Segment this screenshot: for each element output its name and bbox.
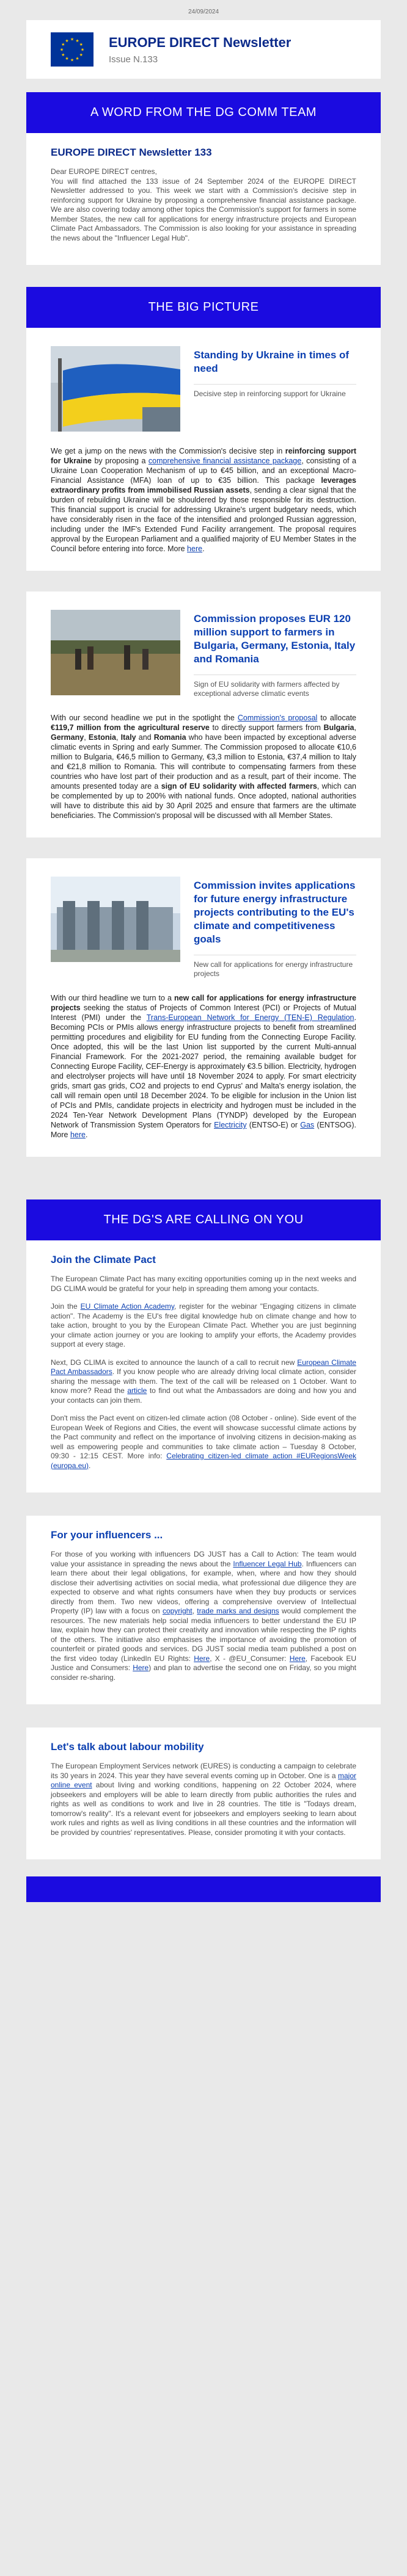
banner-big-picture: THE BIG PICTURE	[26, 287, 381, 328]
energy-infrastructure-image	[51, 877, 180, 962]
star-icon: ★	[70, 57, 75, 63]
ukraine-flag-image	[51, 346, 180, 432]
entso-e-link[interactable]: Electricity	[214, 1121, 247, 1129]
more-here-link[interactable]: here	[187, 545, 203, 553]
intro-body: You will find attached the 133 issue of 24 September 2024 of the EUROPE DIRECT Newsletter addressed to you. This week we start with a Commission's decisive step in reinforcing support for Ukraine by proposing a comprehensive financial assistance package. We are also covering today among other topics the Commission's support for farmers in some Member States, the new call for applications for energy infrastructure projects and European Climate Pact Ambassadors. The Commission is also looking for your assistance in spreading the news about the "Influencer Legal Hub".	[51, 176, 356, 242]
banner-dgs-calling: THE DG'S ARE CALLING ON YOU	[26, 1199, 381, 1240]
section-title: Join the Climate Pact	[51, 1254, 156, 1265]
more-here-link[interactable]: here	[70, 1131, 86, 1139]
x-here-link[interactable]: Here	[289, 1654, 306, 1663]
article-energy	[26, 858, 381, 1157]
article-farmers	[26, 592, 381, 838]
star-icon: ★	[59, 47, 64, 52]
star-icon: ★	[65, 38, 69, 43]
newsletter-title: EUROPE DIRECT Newsletter	[109, 34, 292, 50]
section-title: For your influencers ...	[51, 1529, 163, 1541]
issue-number: Issue N.133	[109, 54, 158, 65]
article-body: With our third headline we turn to a new call for applications for energy infrastructure projects seeking the status of Projects of Common Interest (PCI) or Projects of Mutual Interest (PMI) under the Trans-European Network for Energy (TEN-E) Regulation. Becoming PCIs or PMIs allows energy infrastructure projects to benefit from streamlined permitting procedures and eligibility for EU funding from the Connecting Europe Facility. Once adopted, this will be the last Union list supported by the current Multi-annual Financial Framework. For the 2021-2027 period, the remaining available budget for Connecting Europe Facility, CEF-Energy is approximately €3.5 billion. Electricity, hydrogen and electrolyser projects will have until 18 November 2024 to apply. For smart electricity grids, smart gas grids, CO2 and projects to end Cyprus' and Malta's energy isolation, the call will remain open until 18 December 2024. To be eligible for inclusion in the Union list of PCIs and PMIs, candidate projects in electricity and hydrogen must be included in the 2024 Ten-Year Network Development Plans (TYNDP) developed by the European Network of Transmission System Operators for Electricity (ENTSO-E) or Gas (ENTSOG). More here.	[51, 994, 357, 1139]
issue-date: 24/09/2024	[188, 9, 219, 15]
header-text	[109, 35, 291, 65]
trade-marks-link[interactable]: trade marks and designs	[197, 1607, 279, 1615]
farmers-field-image	[51, 610, 180, 695]
labour-mobility-section	[26, 1728, 381, 1859]
article-body: We get a jump on the news with the Commission's decisive step in reinforcing support for Ukraine by proposing a comprehensive financial assistance package, consisting of a Ukraine Loan Cooperation Mechanism of up to €45 billion, and an exceptional Macro-Financial Assistance (MFA) loan of up to €35 billion. This package leverages extraordinary profits from immobilised Russian assets, sending a clear signal that the burden of rebuilding Ukraine will be shouldered by those responsible for its destruction. This financial support is crucial for addressing Ukraine's urgent budgetary needs, which have considerably risen in the face of the intensified and prolonged Russian aggression, including under the IMF's Extended Fund Facility arrangement. The proposal requires approval by the European Parliament and a qualified majority of EU Member States in the Council before entering into force. More here.	[51, 447, 357, 553]
section-paragraph: Next, DG CLIMA is excited to announce the launch of a call to recruit new European Climate Pact Ambassadors. If you know people who are already driving local climate action, consider sharing the message with them. The text of the call will be released on 1 October. Want to know more? Read the article to find out what the Ambassadors are doing and how you and your contacts can join them.	[51, 1358, 356, 1405]
section-paragraph: Don't miss the Pact event on citizen-led climate action (08 October - online). Side event of the European Week of Regions and Cities, the event will showcase successful climate actions by the Pact community and reflect on the importance of involving citizens in decision-making as well as empowering people and communities to take climate action – Tuesday 8 October, 09:30 - 12:15 CEST. More info: Celebrating citizen-led climate action #EURegionsWeek (europa.eu).	[51, 1414, 356, 1470]
star-icon: ★	[75, 38, 79, 43]
star-icon: ★	[79, 52, 83, 57]
intro-title: EUROPE DIRECT Newsletter 133	[51, 147, 212, 158]
article-subtitle: New call for applications for energy infrastructure projects	[194, 955, 356, 979]
intro-greeting: Dear EUROPE DIRECT centres,	[51, 167, 157, 176]
article-header	[51, 877, 356, 979]
influencer-legal-hub-link[interactable]: Influencer Legal Hub	[233, 1559, 302, 1568]
influencers-section	[26, 1516, 381, 1704]
star-icon: ★	[65, 56, 69, 62]
article-link[interactable]: article	[127, 1386, 147, 1395]
footer-banner	[26, 1876, 381, 1902]
article-header	[51, 346, 356, 432]
article-subtitle: Decisive step in reinforcing support for Ukraine	[194, 384, 356, 399]
section-paragraph: The European Employment Services network (EURES) is conducting a campaign to celebrate its 30 years in 2024. This year they have several events coming up in October. One is a major online event about living and working conditions, happening on 22 October 2024, where jobseekers and employers will be able to learn directly from public authorities the rules and rights as well as conditions to work and live in 28 countries. The title is "Todays dream, tomorrow's reality". It's a relevant event for jobseekers and employers seeking to learn about work rules and rights as well as living conditions in all these countries and the information will be provided by countries' representatives. Please, consider promoting it with your contacts.	[51, 1762, 356, 1837]
facebook-here-link[interactable]: Here	[133, 1663, 149, 1672]
article-header	[51, 610, 356, 698]
star-icon: ★	[80, 47, 85, 52]
eu-flag-logo	[51, 32, 94, 67]
pact-ambassadors-link[interactable]: European Climate Pact Ambassadors	[51, 1358, 356, 1376]
section-title: Let's talk about labour mobility	[51, 1741, 204, 1753]
copyright-link[interactable]: copyright	[162, 1607, 193, 1615]
commission-proposal-link[interactable]: Commission's proposal	[237, 714, 318, 722]
star-icon: ★	[79, 42, 83, 47]
online-event-link[interactable]: major online event	[51, 1771, 356, 1789]
section-paragraph: Join the EU Climate Action Academy, register for the webinar "Engaging citizens in climate action". The Academy is the EU's free digital knowledge hub on climate change and how to take action, brought to you by the European Climate Pact. Whether you are just beginning your climate action journey or you are looking to amplify your efforts, the Academy provides support at every stage.	[51, 1302, 356, 1348]
intro-section	[26, 133, 381, 265]
section-paragraph: For those of you working with influencers DG JUST has a Call to Action: The team would value your assistance in spreading the news about the Influencer Legal Hub. Influencers can learn there about their legal obligations, for example, when, where and how they should disclose their advertising activities on social media, what professional due diligence they are expected to observe and what rights consumers have when they buy products or services directly from them. Two new videos, offering a comprehensive overview of Intellectual Property (IP) law with a focus on copyright, trade marks and designs would complement the resources. The new materials help social media influencers to better understand the EU IP law, explain how they can protect their creativity and innovation while respecting the IP rights of the others. The initiative also emphasises the importance of avoiding the promotion of counterfeit or pirated goods and services. DG JUST social media team published a post on the first video today (LinkedIn EU Rights: Here, X - @EU_Consumer: Here, Facebook EU Justice and Consumers: Here) and plan to advertise the second one on Friday, so you might consider re-sharing.	[51, 1550, 357, 1682]
article-ukraine	[26, 328, 381, 571]
ten-e-regulation-link[interactable]: Trans-European Network for Energy (TEN-E) Regulation	[146, 1013, 354, 1022]
eu-stars-icon	[54, 34, 90, 65]
star-icon: ★	[75, 56, 79, 62]
article-heading	[194, 346, 356, 432]
star-icon: ★	[61, 42, 65, 47]
climate-pact-section	[26, 1240, 381, 1492]
article-subtitle: Sign of EU solidarity with farmers affected by exceptional adverse climatic events	[194, 675, 356, 698]
article-body: With our second headline we put in the spotlight the Commission's proposal to allocate €119,7 million from the agricultural reserve to directly support farmers from Bulgaria, Germany, Estonia, Italy and Romania who have been impacted by exceptional adverse climatic events in Spring and early Summer. The Commission proposed to allocate €10,6 million to Bulgaria, €46,5 million to Germany, €3,3 million to Estonia, €37,4 million to Italy and €21,8 million to Romania. This will contribute to compensating farmers from these countries who have lost part of their production and as a result, part of their income. The amounts presented today are a sign of EU solidarity with affected farmers, which can be complemented by up to 200% with national funds. Once adopted, national authorities will have to distribute this aid by 30 April 2025 and ensure that farmers are the ultimate beneficiaries. The Commission's proposal will be discussed with all Member States.	[51, 714, 357, 820]
star-icon: ★	[70, 37, 75, 42]
climate-academy-link[interactable]: EU Climate Action Academy	[80, 1302, 174, 1311]
section-paragraph: The European Climate Pact has many exciting opportunities coming up in the next weeks and DG CLIMA would be grateful for your help in spreading them among your contacts.	[51, 1275, 356, 1293]
financial-package-link[interactable]: comprehensive financial assistance package	[148, 457, 302, 465]
article-title[interactable]: Standing by Ukraine in times of need	[194, 349, 350, 374]
entsog-link[interactable]: Gas	[300, 1121, 315, 1129]
star-icon: ★	[61, 52, 65, 57]
article-title[interactable]: Commission invites applications for future energy infrastructure projects contributing to the EU's climate and competitiveness goals	[194, 880, 356, 945]
newsletter-wrapper	[26, 0, 381, 1902]
article-heading	[194, 877, 356, 979]
linkedin-here-link[interactable]: Here	[194, 1654, 210, 1663]
newsletter-header	[26, 20, 381, 79]
regions-week-link[interactable]: Celebrating citizen-led climate action #EURegionsWeek (europa.eu)	[51, 1452, 356, 1470]
banner-dg-comm: A WORD FROM THE DG COMM TEAM	[26, 92, 381, 133]
article-title[interactable]: Commission proposes EUR 120 million support to farmers in Bulgaria, Germany, Estonia, Italy and Romania	[194, 613, 356, 665]
article-heading	[194, 610, 356, 698]
